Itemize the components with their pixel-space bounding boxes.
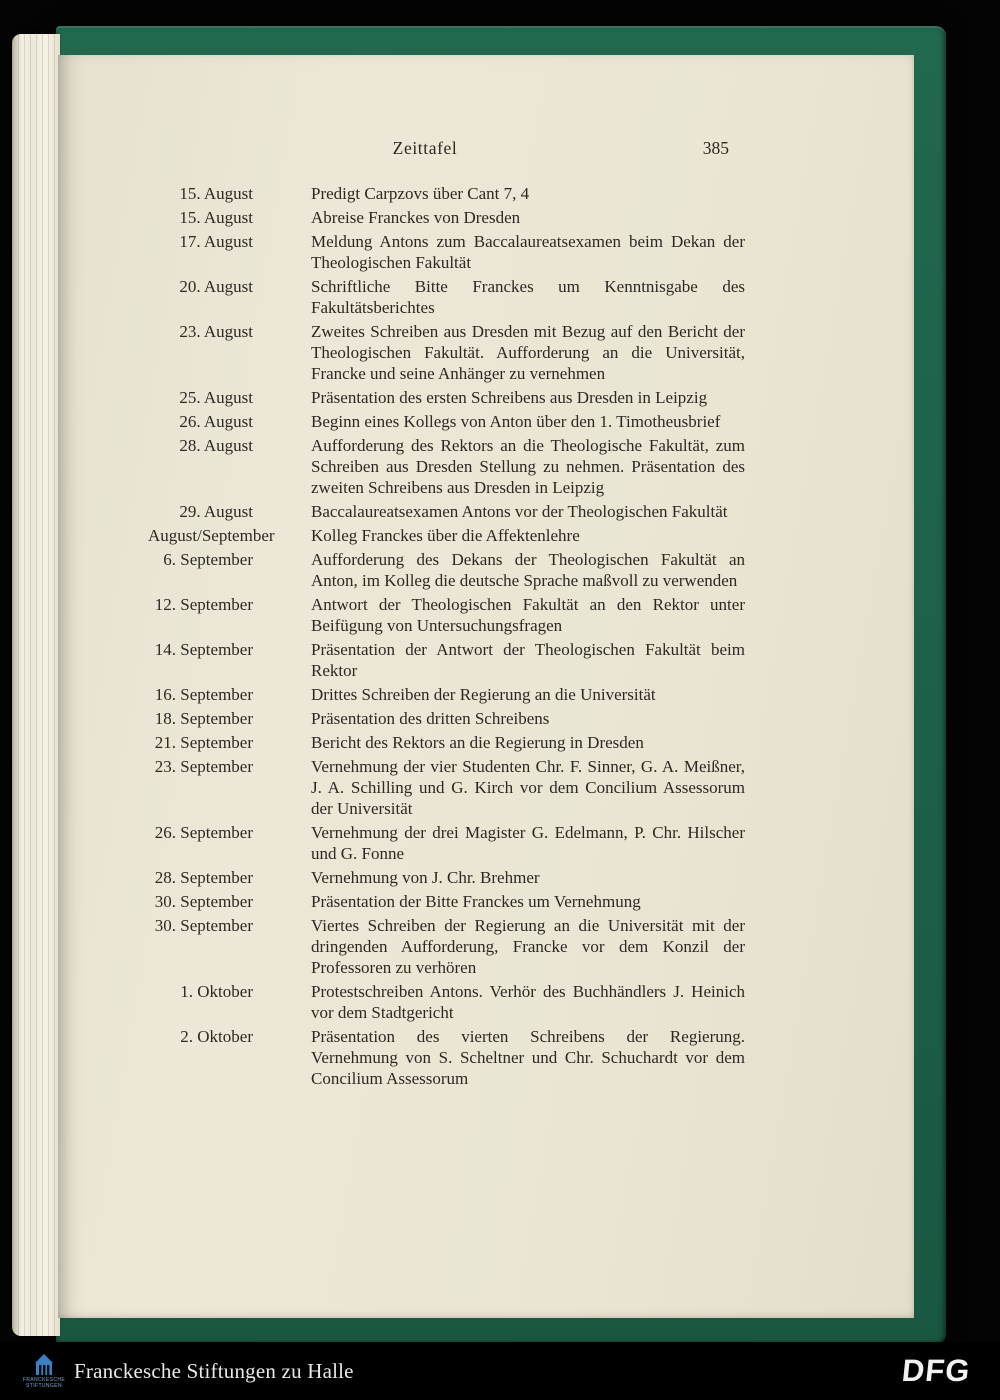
timeline-entry [148,981,745,1023]
page-edges [12,34,60,1336]
entry-date: 15. August [179,208,253,227]
entry-date: 20. August [179,277,253,296]
entry-text: Viertes Schreiben der Regierung an die Universität mit der dringenden Aufforderung, Francke vor dem Konzil der Professoren zu verhören [311,916,745,977]
entry-text: Antwort der Theologischen Fakultät an den Rektor unter Beifügung von Untersuchungsfragen [311,595,745,635]
timeline-entry [148,411,745,432]
entry-date: 23. August [179,322,253,341]
entry-date: 21. September [154,733,253,752]
entry-text: Baccalaureatsexamen Antons vor der Theologischen Fakultät [311,502,728,521]
timeline-entry [148,639,745,681]
entry-date: 2. Oktober [180,1027,253,1046]
entry-date: 12. September [154,595,253,614]
entry-text: Präsentation des vierten Schreibens der Regierung. Vernehmung von S. Scheltner und Chr. Schuchardt vor dem Concilium Assessorum [311,1027,745,1088]
entry-text: Präsentation des dritten Schreibens [311,709,550,728]
entry-date: August/September [148,526,275,545]
entry-date: 18. September [154,709,253,728]
entry-date: 29. August [179,502,253,521]
entry-date: 6. September [163,550,253,569]
dfg-logo: DFG [899,1353,972,1388]
entry-text: Meldung Antons zum Baccalaureatsexamen beim Dekan der Theologischen Fakultät [311,232,745,272]
entry-text: Predigt Carpzovs über Cant 7, 4 [311,184,530,203]
timeline-entry [148,915,745,978]
library-name: Franckesche Stiftungen zu Halle [74,1358,354,1383]
entry-text: Abreise Franckes von Dresden [311,208,521,227]
entry-text: Vernehmung der drei Magister G. Edelmann, P. Chr. Hilscher und G. Fonne [311,823,745,863]
timeline-entry [148,435,745,498]
entry-date: 16. September [154,685,253,704]
timeline-entry [148,207,745,228]
entry-text: Kolleg Franckes über die Affektenlehre [311,526,580,545]
page-header [105,137,745,159]
entry-text: Vernehmung der vier Studenten Chr. F. Sinner, G. A. Meißner, J. A. Schilling und G. Kirch vor dem Concilium Assessorum der Universität [311,757,745,818]
entry-date: 26. September [154,823,253,842]
entry-text: Präsentation der Antwort der Theologischen Fakultät beim Rektor [311,640,745,680]
entry-text: Protestschreiben Antons. Verhör des Buchhändlers J. Heinich vor dem Stadtgericht [311,982,745,1022]
entry-text: Präsentation des ersten Schreibens aus Dresden in Leipzig [311,388,708,407]
timeline-entry [148,1026,745,1089]
timeline-entry [148,183,745,204]
timeline-entry [148,321,745,384]
timeline-entry [148,732,745,753]
entry-date: 23. September [154,757,253,776]
timeline-entry [148,684,745,705]
timeline-entry [148,891,745,912]
page-title: Zeittafel [392,138,458,158]
timeline-entry [148,756,745,819]
page-number: 385 [702,138,729,158]
entry-date: 17. August [179,232,253,251]
entry-date: 30. September [154,892,253,911]
timeline-entry [148,822,745,864]
entry-text: Aufforderung des Dekans der Theologischen Fakultät an Anton, im Kolleg die deutsche Sprache maßvoll zu verwenden [311,550,745,590]
entry-text: Drittes Schreiben der Regierung an die Universität [311,685,656,704]
franckesche-emblem-icon [33,1353,55,1377]
timeline-entry [148,276,745,318]
timeline [148,183,745,1089]
timeline-entry [148,594,745,636]
entry-date: 15. August [179,184,253,203]
entry-date: 28. September [154,868,253,887]
entry-text: Aufforderung des Rektors an die Theologische Fakultät, zum Schreiben aus Dresden Stellung zu nehmen. Präsentation des zweiten Schreibens aus Dresden in Leipzig [311,436,745,497]
timeline-entry [148,867,745,888]
entry-text: Präsentation der Bitte Franckes um Vernehmung [311,892,641,911]
book-page [58,55,914,1318]
entry-date: 25. August [179,388,253,407]
entry-text: Zweites Schreiben aus Dresden mit Bezug auf den Bericht der Theologischen Fakultät. Aufforderung an die Universität, Francke und seine Anhänger zu vernehmen [311,322,745,383]
timeline-entry [148,549,745,591]
timeline-entry [148,708,745,729]
entry-text: Bericht des Rektors an die Regierung in Dresden [311,733,644,752]
franckesche-logo [22,1353,66,1389]
timeline-entry [148,231,745,273]
timeline-entry [148,387,745,408]
entry-text: Beginn eines Kollegs von Anton über den 1. Timotheusbrief [311,412,721,431]
entry-date: 1. Oktober [180,982,253,1001]
franckesche-logo-line2: STIFTUNGEN [26,1383,62,1389]
entry-date: 30. September [154,916,253,935]
entry-date: 28. August [179,436,253,455]
franckesche-logo-line1: FRANCKESCHE [22,1377,66,1383]
footer-bar [0,1342,1000,1400]
timeline-entry [148,525,745,546]
entry-text: Schriftliche Bitte Franckes um Kenntnisgabe des Fakultätsberichtes [311,277,745,317]
timeline-entry [148,501,745,522]
entry-date: 14. September [154,640,253,659]
entry-text: Vernehmung von J. Chr. Brehmer [311,868,540,887]
entry-date: 26. August [179,412,253,431]
